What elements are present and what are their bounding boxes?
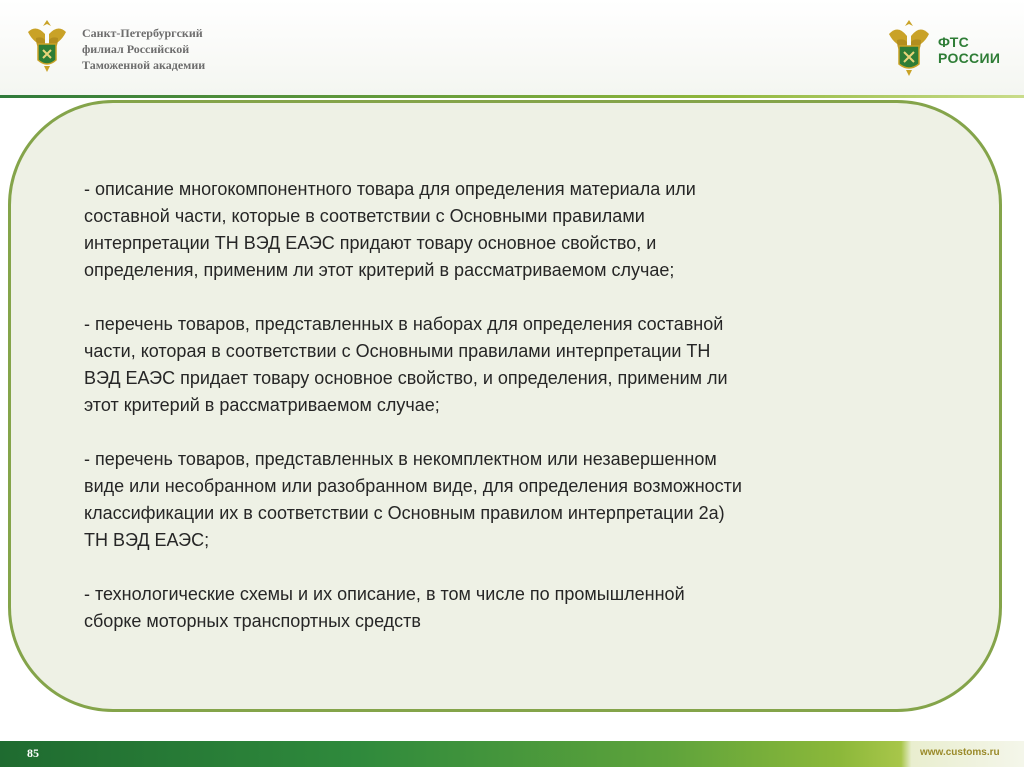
site-url[interactable]: www.customs.ru: [920, 747, 1000, 758]
text-line: части, которая в соответствии с Основными правилами интерпретации ТН: [84, 341, 711, 361]
header-divider: [0, 95, 1024, 98]
footer-bar: [0, 741, 1024, 767]
text-line: - перечень товаров, представленных в некомплектном или незавершенном: [84, 449, 717, 469]
text-line: ВЭД ЕАЭС придает товару основное свойство, и определения, применим ли: [84, 368, 728, 388]
text-line: интерпретации ТН ВЭД ЕАЭС придают товару основное свойство, и: [84, 233, 657, 253]
paragraph-incomplete-goods: [84, 446, 884, 554]
text-line: ТН ВЭД ЕАЭС;: [84, 530, 210, 550]
content-text: [84, 176, 884, 662]
academy-title-line: Таможенной академии: [82, 58, 206, 72]
academy-title-line: Санкт-Петербургский: [82, 26, 203, 40]
paragraph-sets-list: [84, 311, 884, 419]
double-headed-eagle-icon: [886, 16, 932, 78]
text-line: определения, применим ли этот критерий в рассматриваемом случае;: [84, 260, 675, 280]
text-line: классификации их в соответствии с Основным правилом интерпретации 2а): [84, 503, 725, 523]
text-line: этот критерий в рассматриваемом случае;: [84, 395, 440, 415]
fts-logo-text: [938, 34, 1018, 66]
text-line: составной части, которые в соответствии с Основными правилами: [84, 206, 645, 226]
text-line: сборке моторных транспортных средств: [84, 611, 421, 631]
paragraph-technological-schemes: [84, 581, 884, 635]
page-number: 85: [27, 746, 39, 760]
text-line: - технологические схемы и их описание, в том числе по промышленной: [84, 584, 685, 604]
double-headed-eagle-icon: [24, 14, 70, 74]
text-line: - описание многокомпонентного товара для определения материала или: [84, 179, 696, 199]
text-line: - перечень товаров, представленных в наборах для определения составной: [84, 314, 724, 334]
fts-logo-line: РОССИИ: [938, 50, 1001, 66]
fts-logo-line: ФТС: [938, 34, 969, 50]
academy-title-line: филиал Российской: [82, 42, 190, 56]
paragraph-material-description: [84, 176, 884, 284]
academy-title: [82, 25, 282, 73]
text-line: виде или несобранном или разобранном виде, для определения возможности: [84, 476, 742, 496]
